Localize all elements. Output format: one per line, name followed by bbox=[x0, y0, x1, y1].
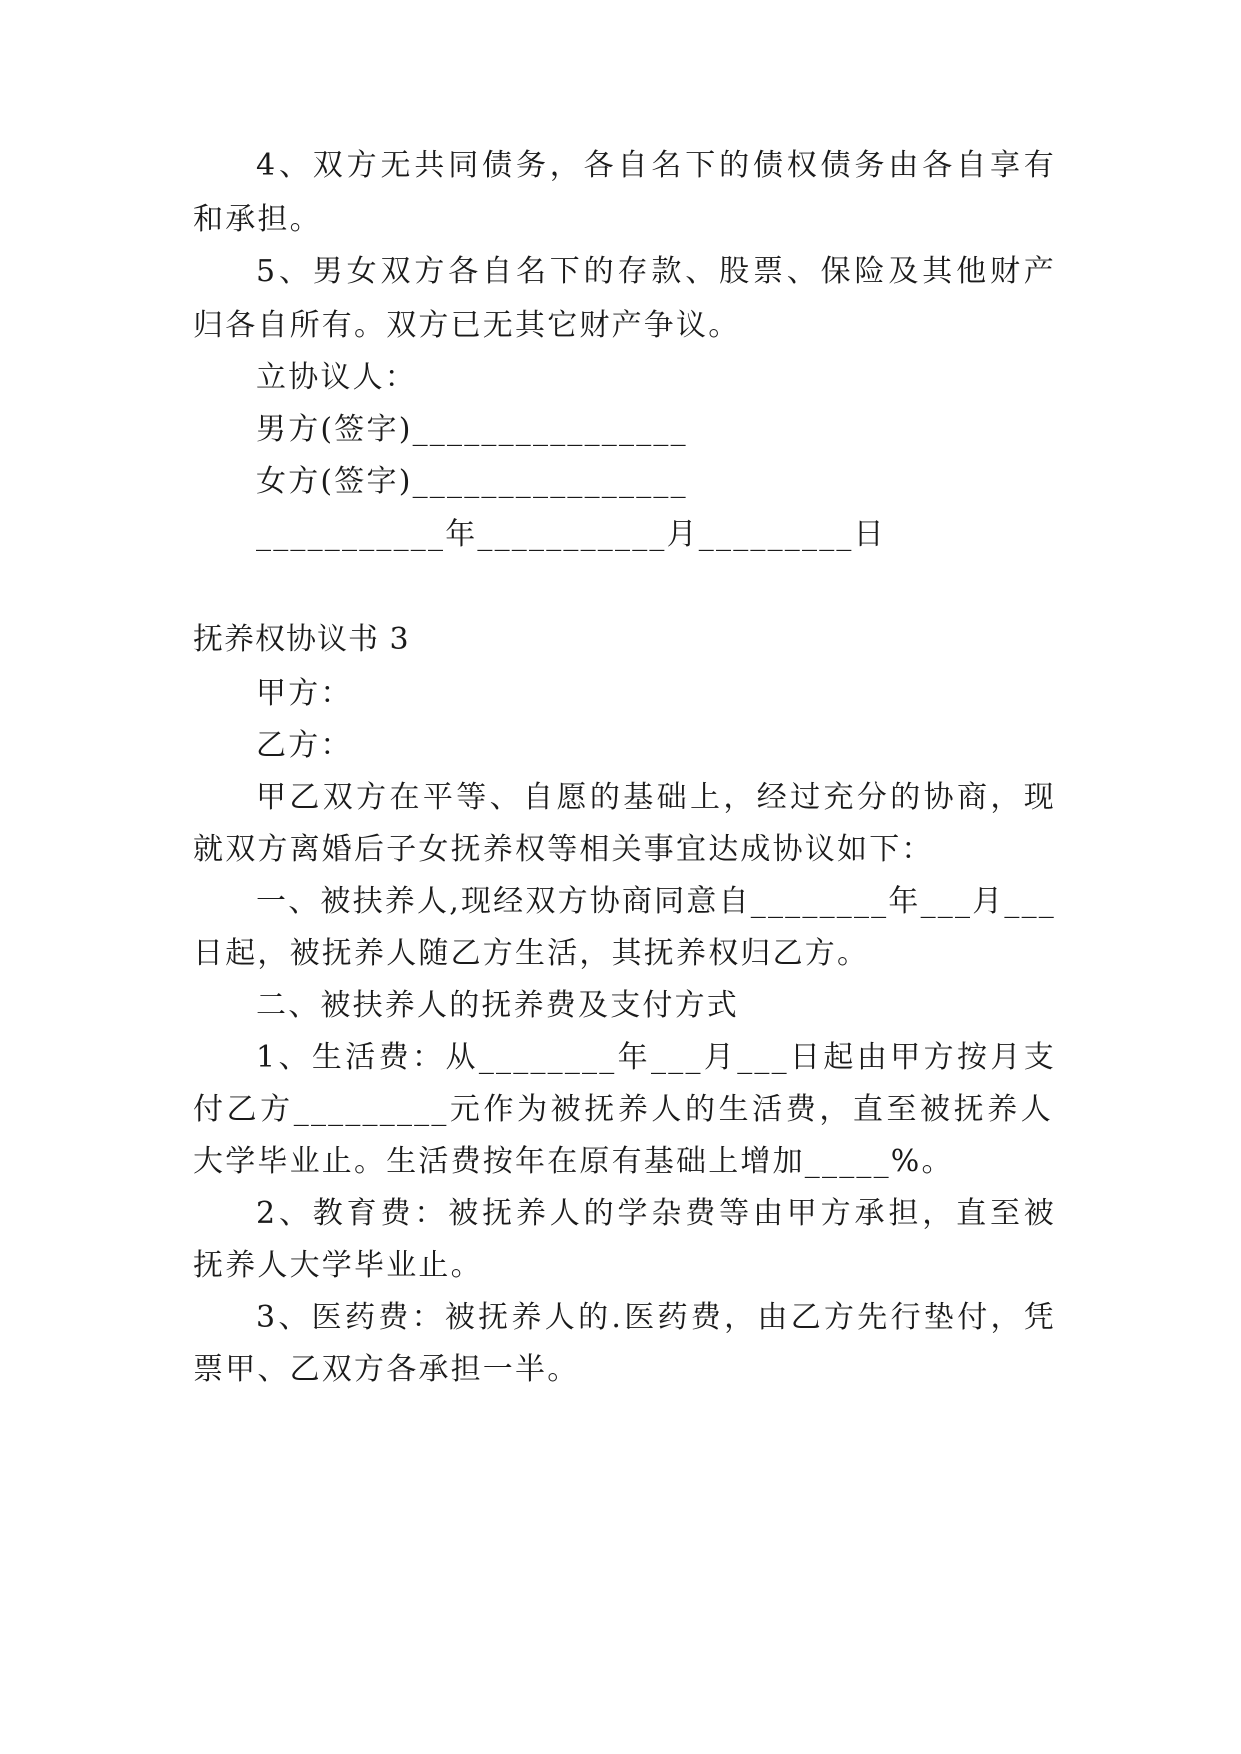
female-signature-line: 女方(签字)________________ bbox=[256, 464, 688, 499]
article-2-heading: 二、被扶养人的抚养费及支付方式 bbox=[256, 988, 739, 1023]
clause-4-line-1: 4、双方无共同债务，各自名下的债权债务由各自享有 bbox=[256, 148, 1056, 183]
party-b-label: 乙方： bbox=[256, 728, 353, 763]
education-cost-line-2: 抚养人大学毕业止。 bbox=[193, 1248, 483, 1283]
article-1-line-1: 一、被扶养人,现经双方协商同意自________年___月___ bbox=[256, 884, 1056, 919]
medical-cost-line-1: 3、医药费：被抚养人的.医药费，由乙方先行垫付，凭 bbox=[256, 1300, 1056, 1335]
living-cost-line-1: 1、生活费：从________年___月___日起由甲方按月支 bbox=[256, 1040, 1056, 1075]
preamble-line-2: 就双方离婚后子女抚养权等相关事宜达成协议如下： bbox=[193, 832, 934, 867]
signatories-label: 立协议人： bbox=[256, 360, 417, 395]
medical-cost-line-2: 票甲、乙双方各承担一半。 bbox=[193, 1352, 580, 1387]
male-signature-line: 男方(签字)________________ bbox=[256, 412, 688, 447]
living-cost-line-2: 付乙方_________元作为被抚养人的生活费，直至被抚养人 bbox=[193, 1092, 1053, 1127]
article-1-line-2: 日起，被抚养人随乙方生活，其抚养权归乙方。 bbox=[193, 936, 870, 971]
clause-5-line-2: 归各自所有。双方已无其它财产争议。 bbox=[193, 308, 741, 343]
clause-5-line-1: 5、男女双方各自名下的存款、股票、保险及其他财产 bbox=[256, 254, 1056, 289]
living-cost-line-3: 大学毕业止。生活费按年在原有基础上增加_____%。 bbox=[193, 1144, 954, 1179]
party-a-label: 甲方： bbox=[256, 676, 353, 711]
education-cost-line-1: 2、教育费：被抚养人的学杂费等由甲方承担，直至被 bbox=[256, 1196, 1056, 1231]
section-title: 抚养权协议书 3 bbox=[193, 622, 410, 657]
date-line: ___________年___________月_________日 bbox=[256, 517, 886, 552]
preamble-line-1: 甲乙双方在平等、自愿的基础上，经过充分的协商，现 bbox=[256, 780, 1056, 815]
clause-4-line-2: 和承担。 bbox=[193, 202, 322, 237]
